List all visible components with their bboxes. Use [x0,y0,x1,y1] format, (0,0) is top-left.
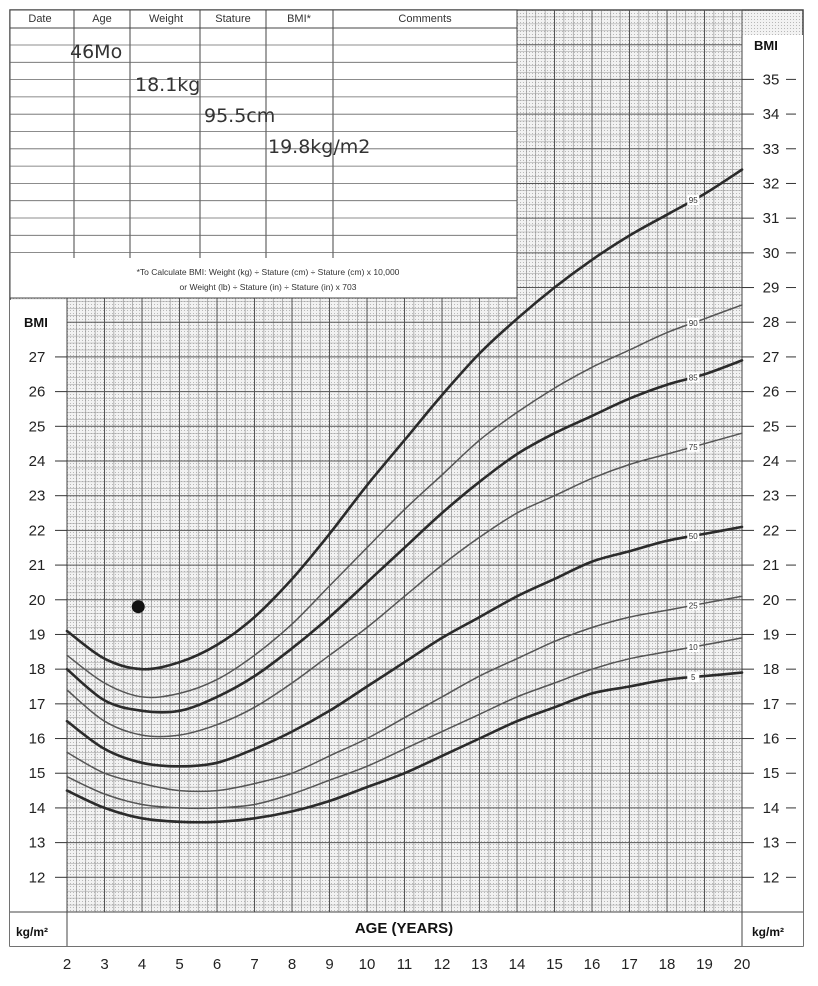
x-tick-label: 16 [583,956,601,973]
x-axis-title: AGE (YEARS) [354,920,454,937]
percentile-label: 5 [691,673,696,683]
x-tick-label: 17 [621,956,638,973]
percentile-label: 85 [688,373,698,383]
y-tick-label-right: 34 [762,106,780,124]
y-tick-label-right: 15 [762,765,780,783]
y-tick-label-left: 15 [28,765,46,783]
x-tick-label: 14 [508,956,526,973]
x-tick-label: 9 [325,956,334,973]
col-header-stature: Stature [215,13,251,25]
y-tick-label-right: 35 [762,71,780,89]
x-tick-label: 18 [658,956,676,973]
y-tick-label-left: 22 [28,522,46,540]
percentile-label: 90 [688,318,698,328]
y-tick-label-left: 26 [28,383,46,401]
y-tick-label-right: 30 [762,244,780,262]
col-header-bmi: BMI* [287,13,311,25]
y-tick-label-right: 23 [762,487,780,505]
col-header-age: Age [92,13,112,25]
y-tick-label-right: 25 [762,418,780,436]
x-tick-label: 15 [546,956,563,973]
x-tick-label: 12 [433,956,451,973]
y-tick-label-left: 21 [28,557,46,575]
y-tick-label-left: 25 [28,418,46,436]
col-header-comments: Comments [398,13,452,25]
x-tick-label: 20 [733,956,751,973]
unit-label-left: kg/m² [16,925,49,939]
y-tick-label-right: 27 [762,348,780,366]
entry-bmi: 19.8kg/m2 [268,136,371,158]
x-tick-label: 2 [62,956,72,973]
x-tick-label: 7 [250,956,259,973]
y-tick-label-right: 16 [762,730,780,748]
x-tick-label: 13 [471,956,488,973]
unit-label-right: kg/m² [752,925,785,939]
percentile-label: 50 [688,531,698,541]
right-label-strip [742,35,803,918]
y-tick-label-right: 33 [762,140,780,158]
y-tick-label-left: 19 [28,626,46,644]
entry-stature: 95.5cm [204,105,276,127]
patient-data-point [132,600,145,613]
y-tick-label-right: 32 [762,175,780,193]
y-tick-label-left: 13 [28,834,46,852]
y-tick-label-right: 17 [762,695,780,713]
x-tick-label: 3 [100,956,109,973]
y-tick-label-left: 23 [28,487,46,505]
x-tick-label: 5 [175,956,184,973]
col-header-date: Date [28,13,52,25]
bmi-formula-line-1: *To Calculate BMI: Weight (kg) ÷ Stature (cm) ÷ Stature (cm) x 10,000 [136,267,400,277]
col-header-weight: Weight [148,13,184,25]
x-tick-label: 6 [212,956,222,973]
y-tick-label-right: 14 [762,799,780,817]
entry-weight: 18.1kg [135,74,201,96]
y-tick-label-right: 22 [762,522,780,540]
x-tick-label: 8 [287,956,297,973]
y-tick-label-right: 19 [762,626,780,644]
y-tick-label-right: 13 [762,834,780,852]
y-tick-label-right: 29 [762,279,780,297]
y-axis-label-right: BMI [754,38,778,53]
y-tick-label-right: 20 [762,591,780,609]
percentile-label: 25 [688,601,698,611]
y-tick-label-left: 12 [28,869,46,887]
y-tick-label-left: 16 [28,730,46,748]
y-tick-label-left: 27 [28,348,46,366]
x-tick-label: 19 [696,956,713,973]
percentile-label: 10 [688,642,698,652]
y-tick-label-left: 18 [28,661,46,679]
y-tick-label-left: 24 [28,453,46,470]
patient-points [132,600,145,613]
y-tick-label-right: 24 [762,453,780,470]
y-tick-label-right: 31 [762,210,780,228]
y-tick-label-right: 26 [762,383,780,401]
percentile-label: 75 [688,442,698,452]
y-tick-label-right: 28 [762,314,780,332]
y-tick-label-right: 12 [762,869,780,887]
y-tick-label-right: 21 [762,557,780,575]
y-tick-label-left: 17 [28,695,46,713]
percentile-label: 95 [688,196,698,206]
x-tick-label: 10 [358,956,376,973]
y-tick-label-left: 14 [28,799,46,817]
y-tick-label-right: 18 [762,661,780,679]
y-tick-label-left: 20 [28,591,46,609]
y-axis-label-left: BMI [24,315,48,330]
record-table [10,10,517,298]
x-tick-label: 4 [137,956,147,973]
x-tick-label: 11 [396,956,413,973]
bmi-formula-line-2: or Weight (lb) ÷ Stature (in) ÷ Stature (in) x 703 [179,282,357,292]
entry-age: 46Mo [70,41,123,63]
